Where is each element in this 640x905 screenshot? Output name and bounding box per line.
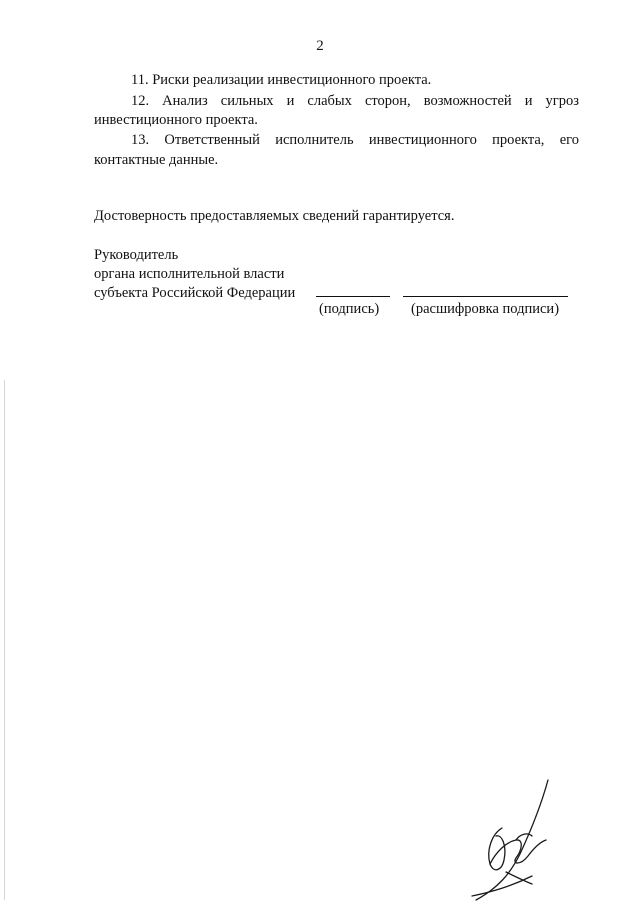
signature-stroke-base — [472, 876, 532, 896]
signature-stroke-main — [476, 780, 548, 900]
scan-edge-line — [4, 380, 5, 900]
item-12-line-2: инвестиционного проекта. — [94, 112, 258, 128]
signature-caption: (подпись) — [319, 301, 380, 317]
signatory-title-line-1: Руководитель — [94, 247, 179, 263]
reliability-statement: Достоверность предоставляемых сведений гарантируется. — [94, 208, 455, 224]
item-12-line-1: 12. Анализ сильных и слабых сторон, возможностей и угроз — [131, 93, 579, 109]
signature-stroke-curl — [490, 840, 546, 864]
decryption-blank-line — [403, 296, 568, 297]
signatory-title-line-2: органа исполнительной власти — [94, 266, 285, 282]
item-13-line-1: 13. Ответственный исполнитель инвестиционного проекта, его — [131, 132, 579, 148]
signatory-title-line-3: субъекта Российской Федерации — [94, 285, 296, 301]
item-13-line-2: контактные данные. — [94, 152, 219, 168]
signature-stroke-hook — [516, 834, 532, 840]
item-11: 11. Риски реализации инвестиционного проекта. — [131, 72, 432, 88]
decryption-caption: (расшифровка подписи) — [411, 301, 560, 317]
page-number: 2 — [316, 38, 324, 54]
signature-blank-line — [316, 296, 390, 297]
handwritten-signature — [462, 776, 562, 902]
signature-stroke-loop — [489, 828, 505, 870]
